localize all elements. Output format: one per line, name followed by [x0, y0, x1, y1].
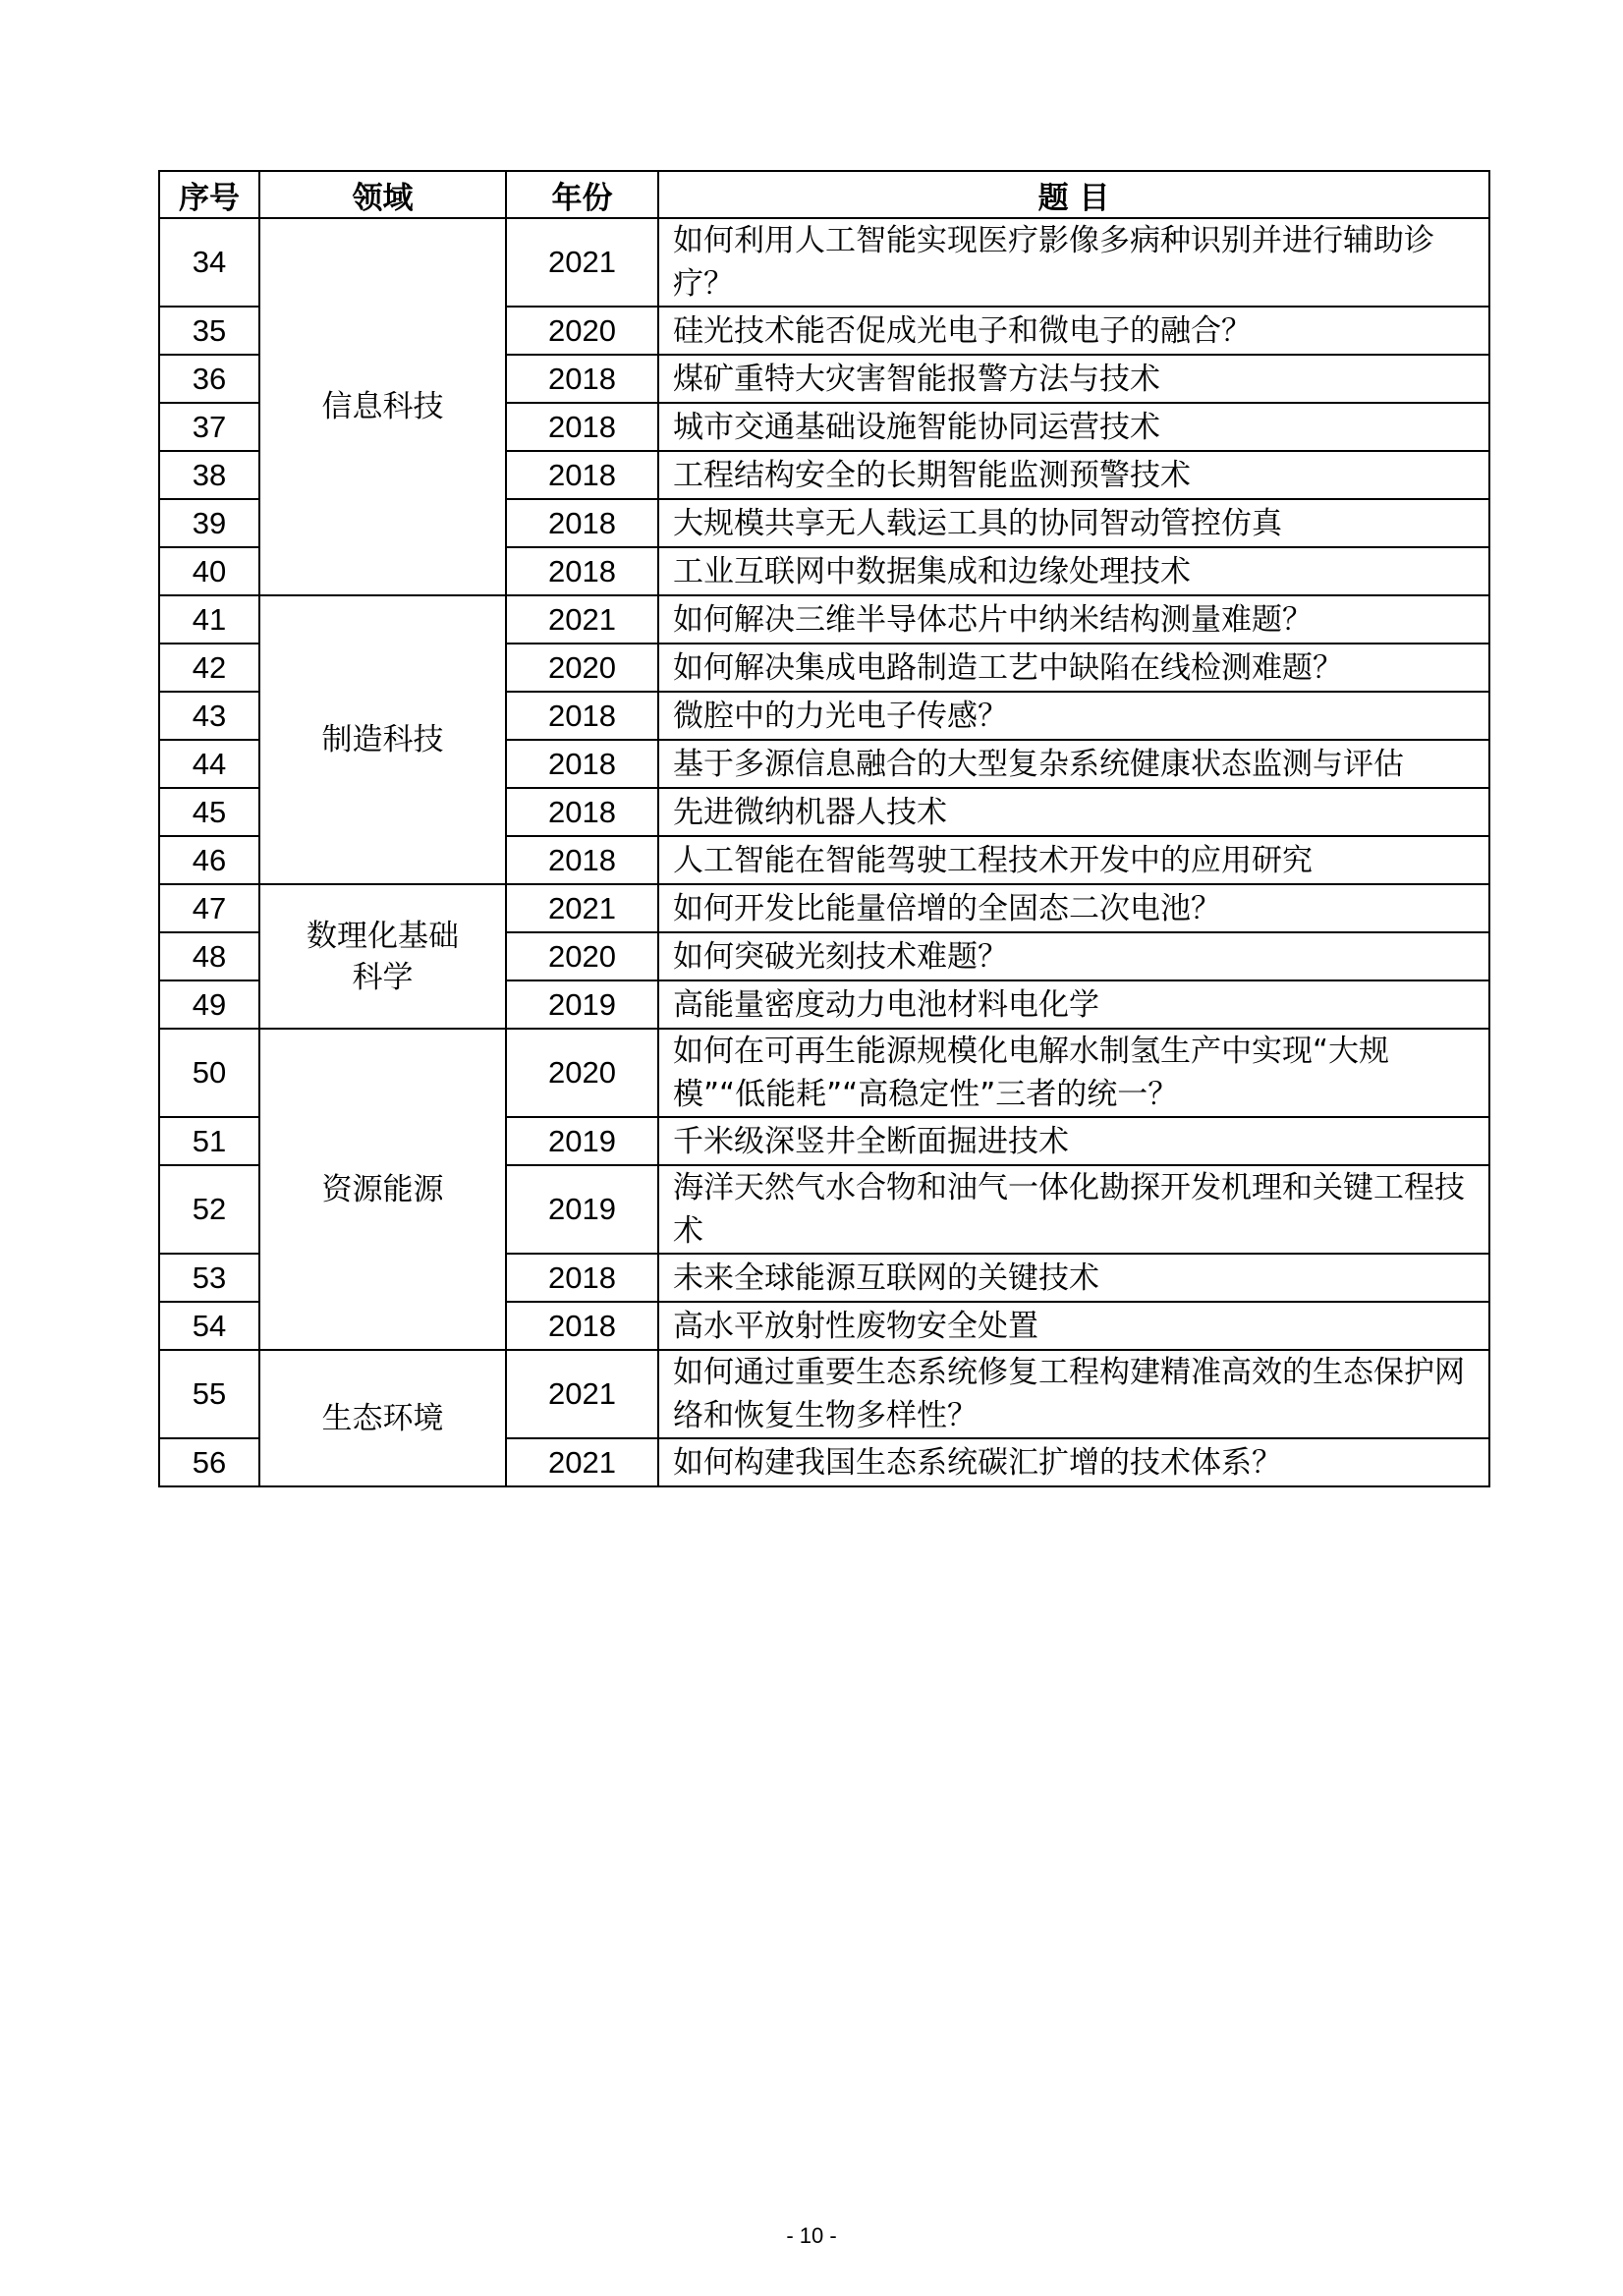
field-cell-info-tech [259, 218, 506, 595]
header-topic: 题 目 [658, 171, 1489, 218]
row-number: 49 [159, 980, 259, 1029]
row-topic: 如何通过重要生态系统修复工程构建精准高效的生态保护网络和恢复生物多样性？ [658, 1350, 1489, 1438]
row-number: 51 [159, 1117, 259, 1165]
row-year: 2020 [506, 307, 658, 355]
row-number: 46 [159, 836, 259, 884]
row-year: 2020 [506, 1029, 658, 1117]
row-number: 42 [159, 644, 259, 692]
row-number: 38 [159, 451, 259, 499]
row-topic: 如何利用人工智能实现医疗影像多病种识别并进行辅助诊疗？ [658, 218, 1489, 307]
row-year: 2018 [506, 547, 658, 595]
row-year: 2018 [506, 692, 658, 740]
row-topic: 硅光技术能否促成光电子和微电子的融合？ [658, 307, 1489, 355]
row-year: 2020 [506, 932, 658, 980]
row-number: 48 [159, 932, 259, 980]
row-year: 2019 [506, 1117, 658, 1165]
row-year: 2020 [506, 644, 658, 692]
row-topic: 千米级深竖井全断面掘进技术 [658, 1117, 1489, 1165]
field-label: 生态环境 [321, 1400, 444, 1436]
row-number: 36 [159, 355, 259, 403]
page-number: - 10 - [786, 2223, 837, 2248]
row-topic: 如何解决三维半导体芯片中纳米结构测量难题？ [658, 595, 1489, 644]
row-year: 2021 [506, 1350, 658, 1438]
row-year: 2018 [506, 836, 658, 884]
row-number: 47 [159, 884, 259, 932]
field-label-line2: 科学 [352, 959, 414, 995]
row-topic: 海洋天然气水合物和油气一体化勘探开发机理和关键工程技术 [658, 1165, 1489, 1254]
row-topic: 如何在可再生能源规模化电解水制氢生产中实现“大规模”“低能耗”“高稳定性”三者的统一？ [658, 1029, 1489, 1117]
row-number: 53 [159, 1254, 259, 1302]
row-topic: 微腔中的力光电子传感？ [658, 692, 1489, 740]
field-cell-basic-science [259, 884, 506, 1029]
field-label-line1: 数理化基础 [307, 918, 459, 954]
row-topic: 如何解决集成电路制造工艺中缺陷在线检测难题？ [658, 644, 1489, 692]
row-number: 41 [159, 595, 259, 644]
row-year: 2018 [506, 403, 658, 451]
row-year: 2018 [506, 1302, 658, 1350]
row-year: 2019 [506, 1165, 658, 1254]
row-year: 2021 [506, 884, 658, 932]
field-label: 资源能源 [321, 1171, 444, 1207]
row-topic: 如何构建我国生态系统碳汇扩增的技术体系？ [658, 1438, 1489, 1486]
table-row [159, 1029, 1489, 1117]
row-year: 2018 [506, 355, 658, 403]
row-year: 2021 [506, 1438, 658, 1486]
row-topic: 大规模共享无人载运工具的协同智动管控仿真 [658, 499, 1489, 547]
row-number: 55 [159, 1350, 259, 1438]
field-cell-manufacturing [259, 595, 506, 884]
row-year: 2018 [506, 1254, 658, 1302]
row-year: 2021 [506, 595, 658, 644]
row-number: 37 [159, 403, 259, 451]
row-number: 43 [159, 692, 259, 740]
row-topic: 工程结构安全的长期智能监测预警技术 [658, 451, 1489, 499]
table-row [159, 595, 1489, 644]
row-year: 2018 [506, 499, 658, 547]
row-number: 35 [159, 307, 259, 355]
header-serial-number: 序号 [159, 171, 259, 218]
row-number: 40 [159, 547, 259, 595]
field-cell-ecology-environment [259, 1350, 506, 1486]
row-year: 2019 [506, 980, 658, 1029]
topic-table [158, 170, 1490, 1487]
header-field: 领域 [259, 171, 506, 218]
row-topic: 未来全球能源互联网的关键技术 [658, 1254, 1489, 1302]
row-year: 2018 [506, 788, 658, 836]
row-topic: 基于多源信息融合的大型复杂系统健康状态监测与评估 [658, 740, 1489, 788]
row-topic: 工业互联网中数据集成和边缘处理技术 [658, 547, 1489, 595]
field-label: 信息科技 [321, 389, 444, 424]
table-row [159, 1350, 1489, 1438]
row-number: 34 [159, 218, 259, 307]
row-number: 56 [159, 1438, 259, 1486]
row-year: 2018 [506, 451, 658, 499]
field-label: 制造科技 [321, 722, 444, 757]
header-year: 年份 [506, 171, 658, 218]
row-number: 45 [159, 788, 259, 836]
row-year: 2018 [506, 740, 658, 788]
row-number: 50 [159, 1029, 259, 1117]
row-topic: 如何开发比能量倍增的全固态二次电池？ [658, 884, 1489, 932]
row-topic: 高水平放射性废物安全处置 [658, 1302, 1489, 1350]
table-row [159, 884, 1489, 932]
table-header-row [159, 171, 1489, 218]
row-topic: 先进微纳机器人技术 [658, 788, 1489, 836]
row-topic: 人工智能在智能驾驶工程技术开发中的应用研究 [658, 836, 1489, 884]
row-number: 39 [159, 499, 259, 547]
row-year: 2021 [506, 218, 658, 307]
row-topic: 如何突破光刻技术难题？ [658, 932, 1489, 980]
row-number: 52 [159, 1165, 259, 1254]
table-row [159, 218, 1489, 307]
row-topic: 城市交通基础设施智能协同运营技术 [658, 403, 1489, 451]
field-cell-resources-energy [259, 1029, 506, 1350]
row-number: 44 [159, 740, 259, 788]
row-topic: 煤矿重特大灾害智能报警方法与技术 [658, 355, 1489, 403]
row-topic: 高能量密度动力电池材料电化学 [658, 980, 1489, 1029]
row-number: 54 [159, 1302, 259, 1350]
